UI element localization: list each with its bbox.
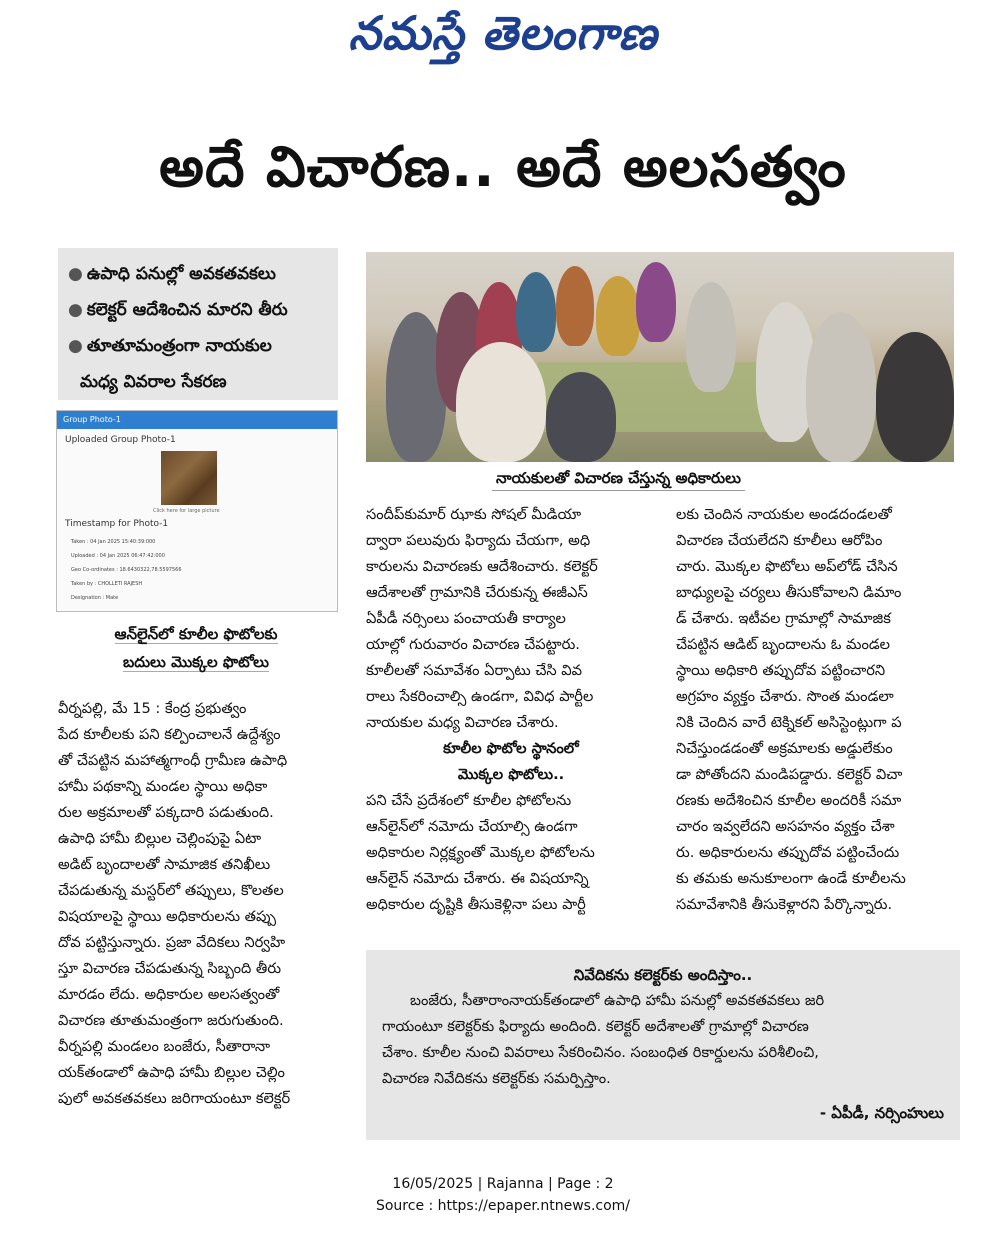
article-line: విషయాలపై స్థాయి అధికారులను తప్పు <box>58 908 277 925</box>
quote-line: విచారణ నివేదికను కలెక్టర్‌కు సమర్పిస్తాం. <box>382 1070 611 1087</box>
article-subheading: కూలీల ఫొటోల స్థానంలో <box>443 740 579 757</box>
article-line: అగ్రహం వ్యక్తం చేశారు. సొంత మండలా <box>676 688 894 705</box>
masthead-logo: నమస్తే తెలంగాణ <box>348 6 658 60</box>
article-line: చారం ఇవ్వలేదని అసహనం వ్యక్తం చేశా <box>676 818 895 835</box>
article-line: అధికారుల దృష్టికి తీసుకెళ్లినా పలు పార్టీ <box>366 896 586 913</box>
article-line: యక్‌తండాలో ఉపాధి హామీ బిల్లుల చెల్లిం <box>58 1064 285 1081</box>
article-line: రణకు అదేశించిన కూలీల అందరికీ సమా <box>676 792 902 809</box>
screenshot-row: Uploaded : 04 Jan 2025 06:47:42:000 <box>71 553 165 559</box>
app-screenshot-image <box>56 410 338 612</box>
article-line: వీర్నపల్లి, మే 15 : కేంద్ర ప్రభుత్వం <box>58 700 247 717</box>
screenshot-row: Taken : 04 Jan 2025 15:40:39:000 <box>71 539 156 545</box>
quote-heading: నివేదికను కలెక్టర్‌కు అందిస్తాం.. <box>573 966 753 984</box>
article-line: ద్వారా పలువురు ఫిర్యాదు చేయగా, అధి <box>366 532 591 549</box>
screenshot-row: Geo Co-ordinates : 18.6430322,78.5597566 <box>71 567 182 573</box>
footer-source: Source : https://epaper.ntnews.com/ <box>375 1198 631 1214</box>
screenshot-photo-caption: Click here for large picture <box>153 508 220 514</box>
article-line: తో చేపట్టిన మహాత్మగాంధీ గ్రామీణ ఉపాధి <box>58 752 288 769</box>
article-line: స్తూ విచారణ చేపడుతున్న సిబ్బంది తీరు <box>58 960 282 977</box>
summary-bullets <box>58 248 338 400</box>
quote-line: గాయంటూ కలెక్టర్‌కు ఫిర్యాదు అందింది. కలెక్టర్ అదేశాలతో గ్రామాల్లో విచారణ <box>382 1018 809 1035</box>
article-line: ఏపీడీ నర్సింలు పంచాయతీ కార్యాల <box>366 610 566 627</box>
article-line: బాధ్యులపై చర్యలు తీసుకోవాలని డిమాం <box>676 584 902 601</box>
article-line: కూలీలతో సమావేశం ఏర్పాటు చేసి వివ <box>366 662 583 679</box>
article-line: విచారణ తూతుమంత్రంగా జరుగుతుంది. <box>58 1012 284 1029</box>
article-column-2 <box>366 502 656 918</box>
bullet-item: ● ఉపాధి పనుల్లో అవకతవకలు <box>68 264 276 284</box>
article-line: యాల్లో గురువారం విచారణ చేపట్టారు. <box>366 636 580 653</box>
article-line: మారడం లేదు. అధికారుల అలసత్వంతో <box>58 986 280 1003</box>
article-line: పేద కూలీలకు పని కల్పించాలనే ఉద్దేశ్యం <box>58 726 281 743</box>
screenshot-row: Taken by : CHOLLETI RAJESH <box>71 581 143 587</box>
article-line: నికి చెందిన వారే టెక్నికల్ అసిస్టెంట్లుగా ప <box>676 714 902 731</box>
article-line: హామీ పథకాన్ని మండల స్థాయి అధికా <box>58 778 268 795</box>
meeting-photo <box>366 252 954 462</box>
article-line: కు తమకు అనుకూలంగా ఉండే కూలీలను <box>676 870 906 887</box>
quote-box <box>366 950 960 1140</box>
article-subheading: మొక్కల ఫొటోలు.. <box>457 766 565 783</box>
article-line: వీర్నపల్లి మండలం బంజేరు, సీతారానా <box>58 1038 271 1055</box>
article-line: చేపడుతున్న మస్టర్‌లో తప్పులు, కొలతల <box>58 882 284 899</box>
article-line: రు. అధికారులను తప్పుదోవ పట్టించేందు <box>676 844 900 861</box>
screenshot-heading: Uploaded Group Photo-1 <box>65 435 176 445</box>
article-line: లకు చెందిన నాయకుల అండదండలతో <box>676 506 892 523</box>
article-line: ఆన్‌లైన్‌లో నమోదు చేయాల్సి ఉండగా <box>366 818 578 835</box>
headline: అదే విచారణ.. అదే అలసత్వం <box>159 135 847 200</box>
article-line: నాయకుల మధ్య విచారణ చేశారు. <box>366 714 559 731</box>
screenshot-row: Designation : Mate <box>71 595 119 601</box>
article-line: రుల అక్రమాలతో పక్కదారి పడుతుంది. <box>58 804 274 821</box>
article-line: ఆదేశాలతో గ్రామానికి చేరుకున్న ఈజీఎస్ <box>366 584 588 601</box>
article-line: పని చేసే ప్రదేశంలో కూలీల ఫోటోలను <box>366 792 572 809</box>
article-line: సందీప్‌కుమార్ ఝాకు సోషల్ మీడియా <box>366 506 582 523</box>
article-line: పులో అవకతవకలు జరిగాయంటూ కలెక్టర్ <box>58 1090 291 1107</box>
photo-caption: నాయకులతో విచారణ చేస్తున్న అధికారులు <box>492 466 745 491</box>
bullet-item: ● తూతూమంత్రంగా నాయకుల <box>68 336 272 356</box>
article-line: చేపట్టిన ఆడిట్ బృందాలను ఓ మండల <box>676 636 891 653</box>
article-line: ఆన్‌లైన్ నమోదు చేశారు. ఈ విషయాన్ని <box>366 870 589 887</box>
quote-signature: - ఏపీడీ, నర్సింహులు <box>819 1104 944 1122</box>
plant-photo-thumbnail <box>161 451 217 505</box>
article-line: కారులను విచారణకు ఆదేశించారు. కలెక్టర్ <box>366 558 598 575</box>
article-line: ఉపాధి హామీ బిల్లుల చెల్లింపుపై ఏటా <box>58 830 262 847</box>
article-line: అధికారుల నిర్లక్ష్యంతో మొక్కల ఫోటోలను <box>366 844 595 861</box>
article-line: నిచేస్తుండడంతో అక్రమాలకు అడ్డులేకుం <box>676 740 893 757</box>
article-line: దోవ పట్టిస్తున్నారు. ప్రజా వేదికలు నిర్వహి <box>58 934 286 951</box>
bullet-item: ● కలెక్టర్ ఆదేశించిన మారని తీరు <box>68 300 288 320</box>
article-line: అడిట్ బృందాలతో సామాజిక తనిఖీలు <box>58 856 271 873</box>
article-line: విచారణ చేయలేదని కూలీలు ఆరోపిం <box>676 532 883 549</box>
screenshot-title-bar: Group Photo-1 <box>57 411 337 429</box>
quote-line: బంజేరు, సీతారాంనాయక్‌తండాలో ఉపాధి హామీ పనుల్లో అవకతవకలు జరి <box>410 992 825 1009</box>
article-line: చారు. మొక్కల ఫొటోలు అప్‌లోడ్ చేసిన <box>676 558 898 575</box>
screenshot-caption: ఆన్‌లైన్‌లో కూలీల ఫొటోలకు బదులు మొక్కల ఫొటోలు <box>114 625 278 671</box>
article-line: రాలు సేకరించాల్సి ఉండగా, వివిధ పార్టీల <box>366 688 594 705</box>
article-line: స్థాయి అధికారి తప్పుదోవ పట్టించారని <box>676 662 886 679</box>
article-line: సమావేశానికి తీసుకెళ్లారని పేర్కొన్నారు. <box>676 896 893 913</box>
article-line: డ్ చేశారు. ఇటీవల గ్రామాల్లో సామాజిక <box>676 610 891 627</box>
article-line: డా పోతోందని మండిపడ్డారు. కలెక్టర్ విచా <box>676 766 903 783</box>
article-column-3 <box>676 502 966 918</box>
bullet-item-continuation: మధ్య వివరాల సేకరణ <box>80 372 227 392</box>
quote-line: చేశాం. కూలీల నుంచి వివరాలు సేకరించినం. సంబంధిత రికార్డులను పరిశీలించి, <box>382 1044 819 1061</box>
screenshot-timestamp-heading: Timestamp for Photo-1 <box>65 519 169 529</box>
article-column-1 <box>58 696 348 1112</box>
footer-date-page: 16/05/2025 | Rajanna | Page : 2 <box>392 1176 614 1192</box>
